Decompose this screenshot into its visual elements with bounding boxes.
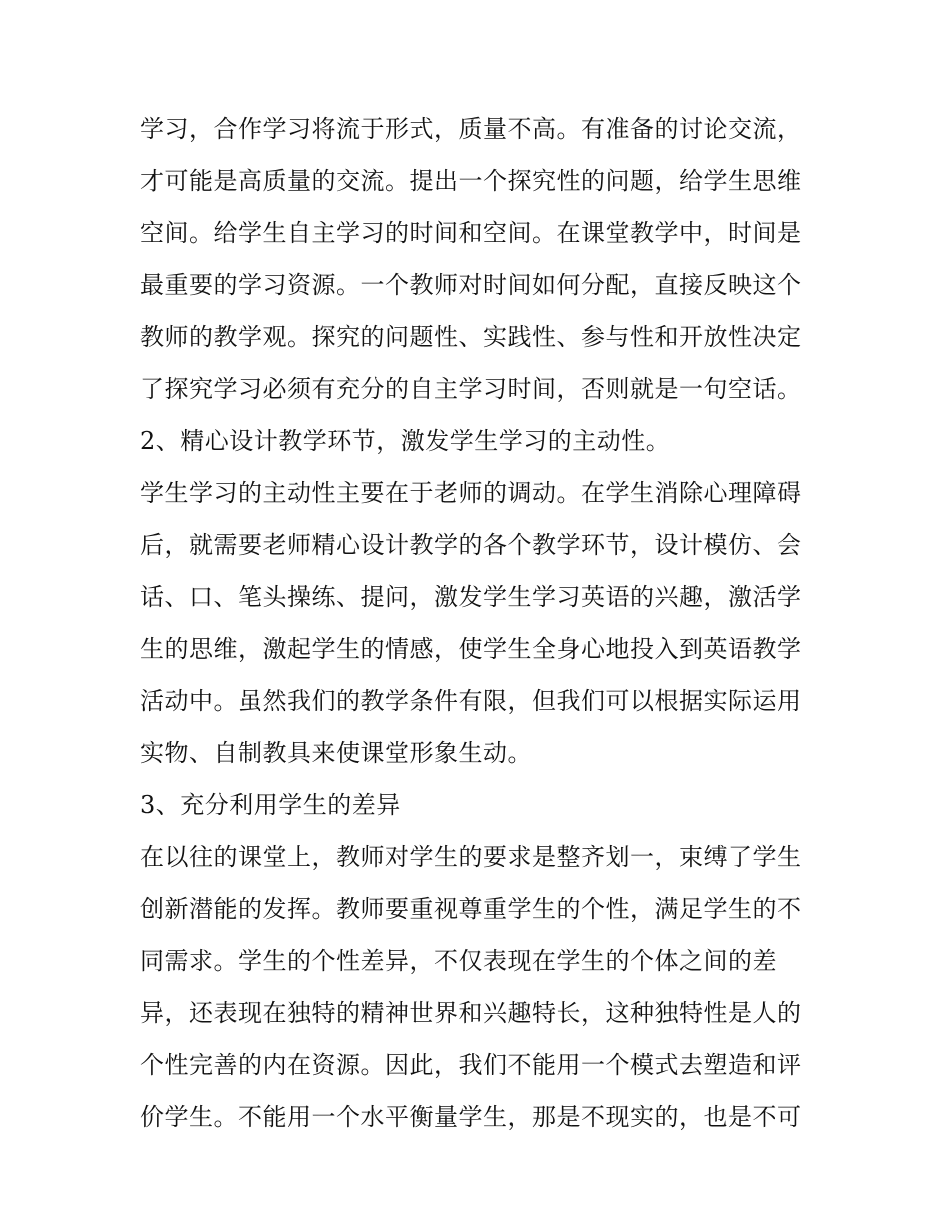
text-line: 创新潜能的发挥。教师要重视尊重学生的个性，满足学生的不	[140, 895, 802, 923]
text-line: 个性完善的内在资源。因此，我们不能用一个模式去塑造和评	[140, 1051, 802, 1079]
text-line: 教师的教学观。探究的问题性、实践性、参与性和开放性决定	[140, 323, 802, 351]
text-line: 空间。给学生自主学习的时间和空间。在课堂教学中，时间是	[140, 219, 802, 247]
text-line: 活动中。虽然我们的教学条件有限，但我们可以根据实际运用	[140, 687, 802, 715]
text-line: 学生学习的主动性主要在于老师的调动。在学生消除心理障碍	[140, 479, 802, 507]
text-line: 最重要的学习资源。一个教师对时间如何分配，直接反映这个	[140, 271, 802, 299]
text-line: 在以往的课堂上，教师对学生的要求是整齐划一，束缚了学生	[140, 843, 802, 871]
text-line: 话、口、笔头操练、提问，激发学生学习英语的兴趣，激活学	[140, 583, 802, 611]
text-line: 异，还表现在独特的精神世界和兴趣特长，这种独特性是人的	[140, 999, 802, 1027]
text-line: 价学生。不能用一个水平衡量学生，那是不现实的，也是不可	[140, 1103, 802, 1131]
text-line: 学习，合作学习将流于形式，质量不高。有准备的讨论交流，	[140, 115, 802, 143]
text-line: 同需求。学生的个性差异，不仅表现在学生的个体之间的差	[140, 947, 777, 975]
text-line: 实物、自制教具来使课堂形象生动。	[140, 739, 532, 767]
text-line: 才可能是高质量的交流。提出一个探究性的问题，给学生思维	[140, 167, 802, 195]
text-line: 生的思维，激起学生的情感，使学生全身心地投入到英语教学	[140, 635, 802, 663]
text-line: 后，就需要老师精心设计教学的各个教学环节，设计模仿、会	[140, 531, 802, 559]
section-heading-2: 2、精心设计教学环节，激发学生学习的主动性。	[140, 427, 671, 455]
text-line: 了探究学习必须有充分的自主学习时间，否则就是一句空话。	[140, 375, 802, 403]
section-heading-3: 3、充分利用学生的差异	[140, 791, 401, 819]
document-body	[140, 103, 820, 1143]
